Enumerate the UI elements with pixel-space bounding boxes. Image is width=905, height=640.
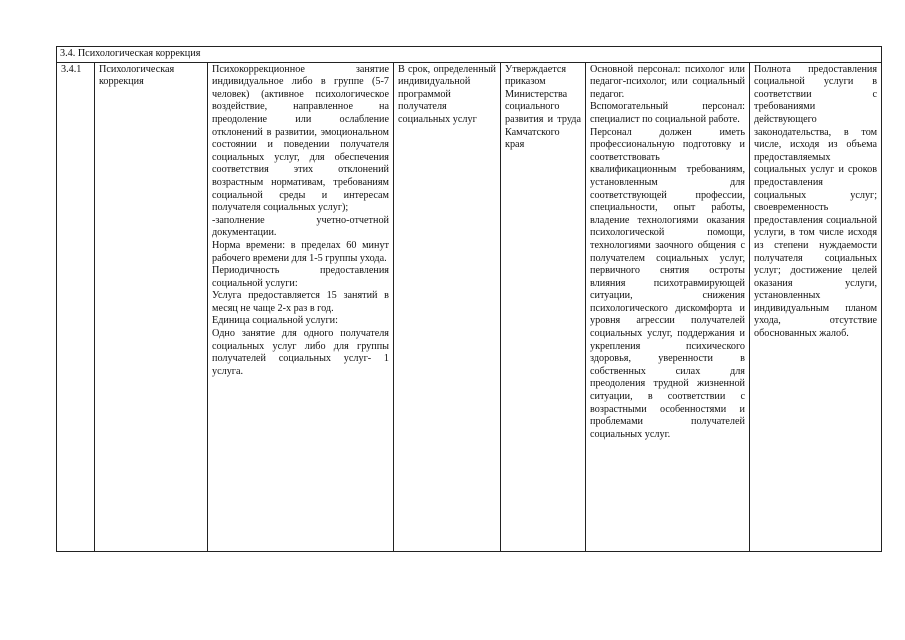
quality-criteria-cell: Полнота предоставления социальной услуги в соответствии с требованиями действующего законодательства, в том числе, исходя из объема предоставляемых социальных услуг и сроков предоставления социальных услуг; своевременность предоставления социальной услуги, в том числе исходя из степени нуждаемости получателя социальных услуг; достижение целей оказания услуги, установленных индивидуальным планом ухода, отсутствие обоснованных жалоб.: [750, 62, 882, 551]
staff-requirements-cell: [586, 62, 750, 551]
description-paragraph: Одно занятие для одного получателя социальных услуг либо для группы получателей социальных услуг- 1 услуга.: [212, 328, 389, 377]
approval-cell: Утверждается приказом Министерства социального развития и труда Камчатского края: [501, 62, 586, 551]
row-number-cell: 3.4.1: [57, 62, 95, 551]
service-name-cell: Психологическая коррекция: [95, 62, 208, 551]
service-description-cell: [208, 62, 394, 551]
service-standard-table: [56, 46, 882, 552]
description-paragraph: -заполнение учетно-отчетной документации.: [212, 214, 389, 239]
section-header-row: [57, 47, 882, 63]
section-title: 3.4. Психологическая коррекция: [57, 47, 882, 63]
description-paragraph: Единица социальной услуги:: [212, 315, 338, 327]
table-row: [57, 62, 882, 551]
description-paragraph: Периодичность предоставления социальной услуги:: [212, 265, 389, 289]
staff-paragraph: Вспомогательный персонал: специалист по социальной работе.: [590, 101, 745, 125]
service-term-cell: В срок, определенный индивидуальной программой получателя социальных услуг: [394, 62, 501, 551]
description-paragraph: Услуга предоставляется 15 занятий в месяц не чаще 2-х раз в год.: [212, 290, 389, 314]
description-paragraph: Психокоррекционное занятие индивидуальное либо в группе (5-7 человек) (активное психологическое воздействие, направленное на преодоление или ослабление отклонений в развитии, эмоциональном состоянии и поведении получателя социальных услуг, для обеспечения соответствия этих отклонений возрастным нормативам, требованиям социальной среды и интересам получателя социальных услуг);: [212, 63, 389, 214]
description-paragraph: Норма времени: в пределах 60 минут рабочего времени для 1-5 группы ухода.: [212, 239, 389, 264]
staff-paragraph: Основной персонал: психолог или педагог-психолог, или социальный педагог.: [590, 63, 745, 100]
service-standard-table-container: [56, 46, 881, 552]
staff-paragraph: Персонал должен иметь профессиональную подготовку и соответствовать квалификационным требованиям, установленным для соответствующей профессии, специальности, опыт работы, владение технологиями оказания психологической помощи, технологиями заочного общения с получателем социальных услуг, первичного снятия остроты влияния психотравмирующей ситуации, снижения психологического дискомфорта и уровня агрессии получателей социальных услуг, поддержания и укрепления психического здоровья, уверенности в собственных силах для преодоления трудной жизненной ситуации, в соответствии с возрастными особенностями и проблемами получателей социальных услуг.: [590, 126, 745, 440]
